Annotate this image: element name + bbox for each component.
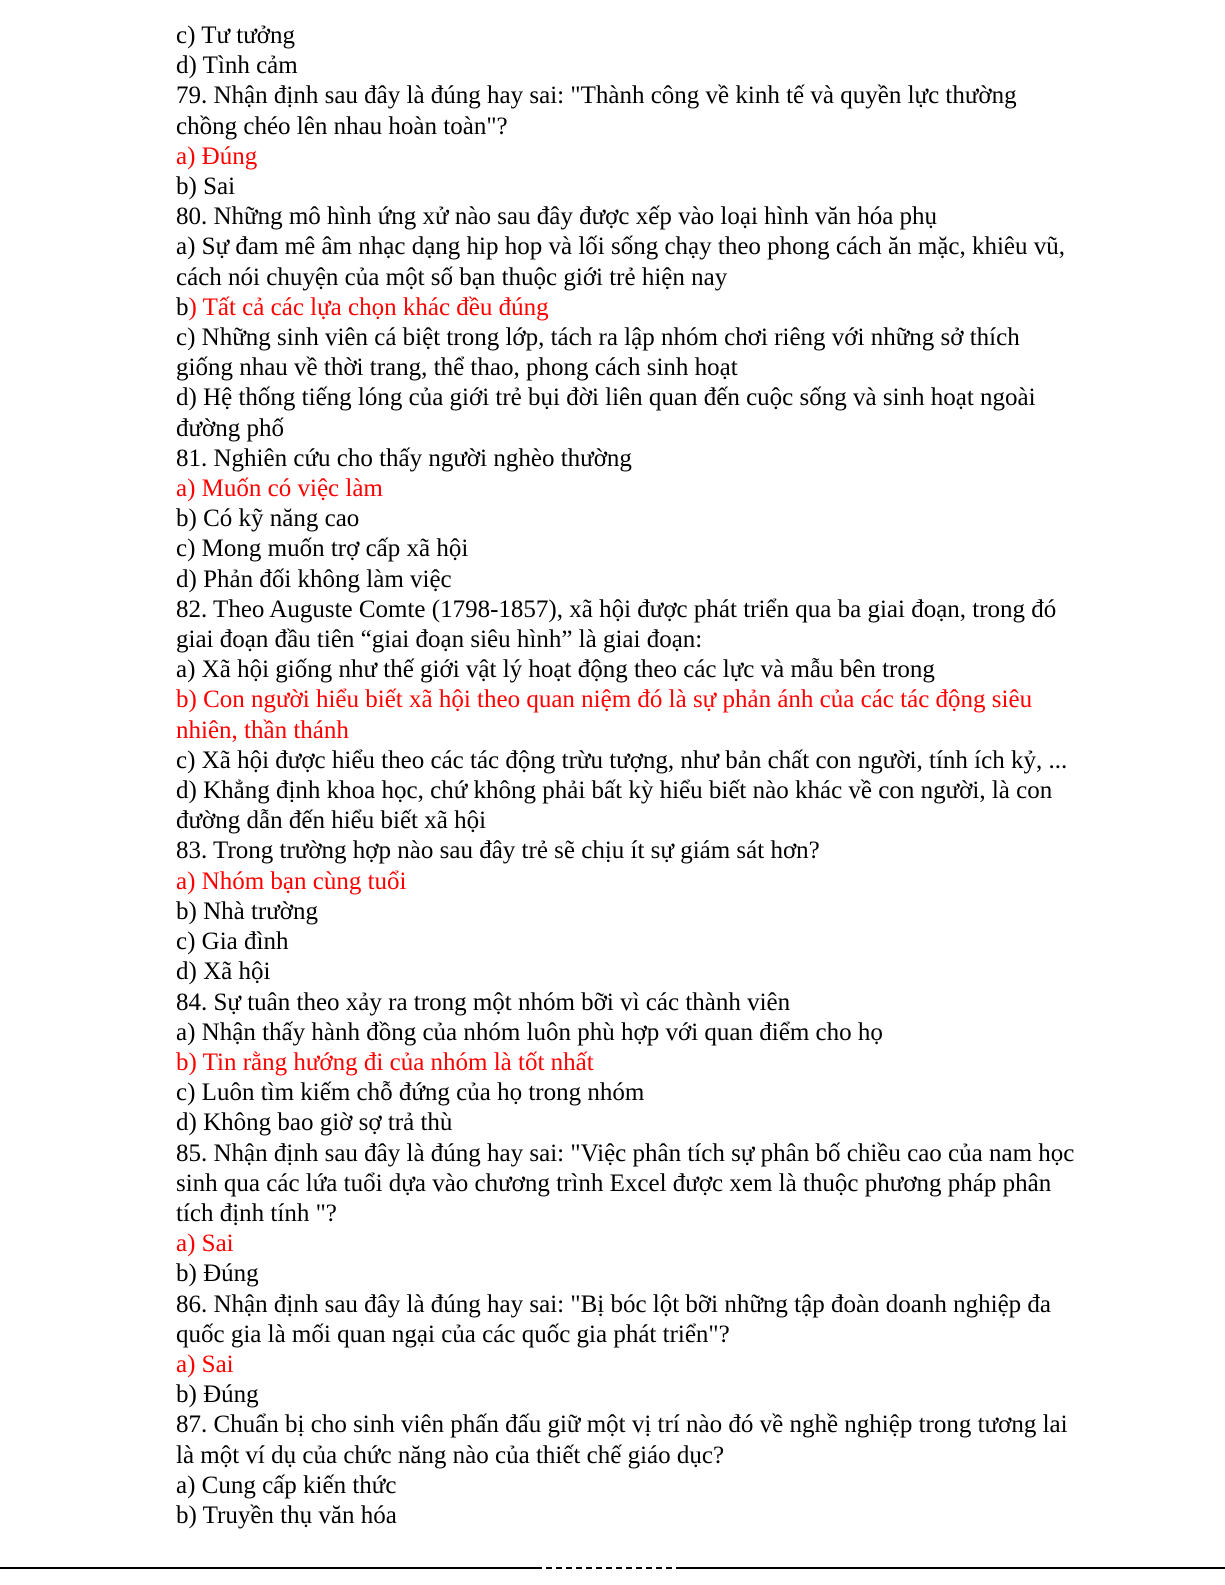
text-line: 79. Nhận định sau đây là đúng hay sai: "Thành công về kinh tế và quyền lực thường — [176, 82, 1017, 110]
text-line: d) Xã hội — [176, 958, 271, 986]
text-line: c) Luôn tìm kiếm chỗ đứng của họ trong nhóm — [176, 1079, 645, 1107]
answer-line: a) Đúng — [176, 142, 258, 170]
text-line: 83. Trong trường hợp nào sau đây trẻ sẽ chịu ít sự giám sát hơn? — [176, 837, 820, 865]
text-line: a) Sự đam mê âm nhạc dạng hip hop và lối sống chạy theo phong cách ăn mặc, khiêu vũ, — [176, 233, 1066, 261]
text-line: b) Có kỹ năng cao — [176, 505, 360, 533]
page-break-marker — [536, 1567, 676, 1569]
text-line: b) Đúng — [176, 1381, 259, 1409]
text-line: đường dẫn đến hiểu biết xã hội — [176, 807, 487, 835]
text-line: đường phố — [176, 414, 285, 442]
text-line: là một ví dụ của chức năng nào của thiết chế giáo dục? — [176, 1441, 725, 1469]
text-line: c) Những sinh viên cá biệt trong lớp, tách ra lập nhóm chơi riêng với những sở thích — [176, 324, 1020, 352]
text-line: 81. Nghiên cứu cho thấy người nghèo thường — [176, 444, 632, 472]
text-line: cách nói chuyện của một số bạn thuộc giới trẻ hiện nay — [176, 263, 728, 291]
option-letter: b — [176, 293, 189, 321]
text-line: d) Hệ thống tiếng lóng của giới trẻ bụi đời liên quan đến cuộc sống và sinh hoạt ngoài — [176, 384, 1036, 412]
text-line: quốc gia là mối quan ngại của các quốc gia phát triển"? — [176, 1320, 730, 1348]
text-line: chồng chéo lên nhau hoàn toàn"? — [176, 112, 508, 140]
text-line: 87. Chuẩn bị cho sinh viên phấn đấu giữ một vị trí nào đó về nghề nghiệp trong tương lai — [176, 1411, 1068, 1439]
text-line: d) Phản đối không làm việc — [176, 565, 452, 593]
answer-line: a) Sai — [176, 1350, 234, 1378]
answer-line: a) Sai — [176, 1230, 234, 1258]
answer-highlight: ) Tất cả các lựa chọn khác đều đúng — [188, 293, 549, 321]
text-line: 85. Nhận định sau đây là đúng hay sai: "Việc phân tích sự phân bố chiều cao của nam học — [176, 1139, 1075, 1167]
text-line: giai đoạn đầu tiên “giai đoạn siêu hình” là giai đoạn: — [176, 626, 703, 654]
text-line: b) Sai — [176, 173, 236, 201]
text-line: c) Gia đình — [176, 928, 289, 956]
text-line: b) Truyền thụ văn hóa — [176, 1501, 397, 1529]
text-line: sinh qua các lứa tuổi dựa vào chương trình Excel được xem là thuộc phương pháp phân — [176, 1169, 1052, 1197]
text-line: b) Đúng — [176, 1260, 259, 1288]
answer-line: a) Nhóm bạn cùng tuổi — [176, 867, 407, 895]
text-line: a) Cung cấp kiến thức — [176, 1471, 397, 1499]
text-line: d) Tình cảm — [176, 52, 298, 80]
text-line: a) Nhận thấy hành đồng của nhóm luôn phù hợp với quan điểm cho họ — [176, 1018, 883, 1046]
text-line: c) Mong muốn trợ cấp xã hội — [176, 535, 469, 563]
text-line: d) Khẳng định khoa học, chứ không phải bất kỳ hiểu biết nào khác về con người, là con — [176, 777, 1053, 805]
answer-line: b) Con người hiểu biết xã hội theo quan niệm đó là sự phản ánh của các tác động siêu — [176, 686, 1033, 714]
text-line: giống nhau về thời trang, thể thao, phong cách sinh hoạt — [176, 354, 738, 382]
text-line: 84. Sự tuân theo xảy ra trong một nhóm bỡi vì các thành viên — [176, 988, 791, 1016]
text-line: 82. Theo Auguste Comte (1798-1857), xã hội được phát triển qua ba giai đoạn, trong đó — [176, 595, 1057, 623]
answer-line: a) Muốn có việc làm — [176, 475, 383, 503]
text-line: a) Xã hội giống như thế giới vật lý hoạt động theo các lực và mẫu bên trong — [176, 656, 935, 684]
text-line: tích định tính "? — [176, 1199, 337, 1227]
text-line: c) Tư tưởng — [176, 22, 296, 49]
text-line: d) Không bao giờ sợ trả thù — [176, 1109, 453, 1137]
text-line: 80. Những mô hình ứng xử nào sau đây được xếp vào loại hình văn hóa phụ — [176, 203, 938, 231]
text-line — [176, 293, 1136, 323]
answer-line: b) Tin rằng hướng đi của nhóm là tốt nhất — [176, 1048, 594, 1076]
text-line: 86. Nhận định sau đây là đúng hay sai: "Bị bóc lột bỡi những tập đoàn doanh nghiệp đa — [176, 1290, 1052, 1318]
text-line: c) Xã hội được hiểu theo các tác động trừu tượng, như bản chất con người, tính ích kỷ, ... — [176, 746, 1068, 774]
document-page — [176, 21, 1136, 1531]
text-line: b) Nhà trường — [176, 897, 319, 925]
answer-line: nhiên, thần thánh — [176, 716, 349, 744]
